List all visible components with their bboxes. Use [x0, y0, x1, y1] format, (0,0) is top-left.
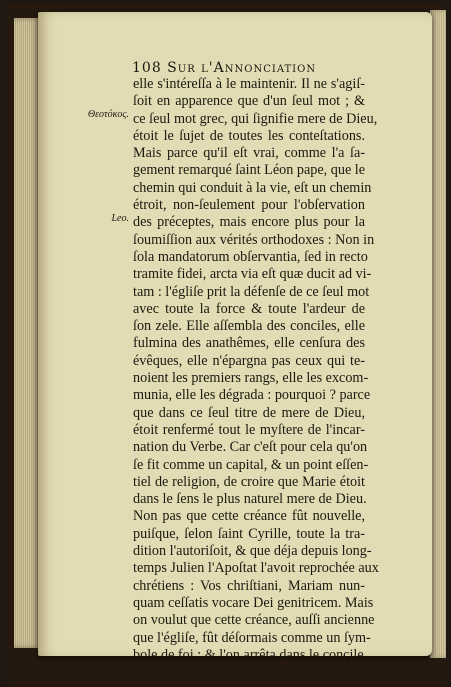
text-line: étoit renfermé tout le myſtere de l'incar-: [133, 421, 365, 438]
text-line: fulmina des anathêmes, elle cenſura des: [133, 335, 365, 352]
text-line: Mais parce qu'il eſt vrai, comme l'a ſa-: [133, 145, 365, 162]
text-line: ſe fit comme un capital, & un point eſſen-: [133, 456, 369, 473]
text-line: que dans ce ſeul titre de mere de Dieu,: [133, 404, 365, 421]
text-line: chrétiens : Vos chriſtiani, Mariam nun-: [133, 577, 365, 594]
text-line: tam : l'égliſe prit la défenſe de ce ſeul mot: [133, 283, 370, 300]
page-edges-right: [430, 10, 446, 658]
text-line: ſoumiſſion aux vérités orthodoxes : Non in: [133, 231, 375, 248]
text-line: étoit le ſujet de toutes les conteſtations.: [133, 127, 365, 144]
text-line: on voulut que cette créance, auſſi ancienne: [133, 612, 375, 629]
text-line: avec toute la force & toute l'ardeur de: [133, 300, 365, 317]
text-line: tramite fidei, arcta via eſt quæ ducit ad vi-: [133, 266, 372, 283]
page-edges-left: [14, 18, 40, 648]
text-line: noient les premiers rangs, elle les excom-: [133, 370, 369, 387]
text-line: ſola mandatorum obſervantia, ſed in recto: [133, 248, 368, 265]
text-line: que l'égliſe, fût déſormais comme un ſym-: [133, 629, 371, 646]
text-line: gement remarqué ſaint Léon pape, que le: [133, 162, 366, 179]
margin-note-leo: Leo.: [111, 213, 129, 224]
text-line: puiſque, ſelon ſaint Cyrille, toute la tra-: [133, 525, 365, 542]
text-line: temps Julien l'Apoſtat l'avoit reprochée aux: [133, 560, 379, 577]
text-line: Non pas que cette créance fût nouvelle,: [133, 508, 365, 525]
text-line: ſon zele. Elle aſſembla des conciles, elle: [133, 318, 365, 335]
text-line: des préceptes, mais encore plus pour la: [133, 214, 365, 231]
text-line: étroit, non-ſeulement pour l'obſervation: [133, 197, 365, 214]
running-head: 108 Sur l'Annonciation: [132, 60, 317, 76]
text-line: dans le ſens le plus naturel mere de Dieu.: [133, 491, 367, 508]
text-line: ſoit en apparence que d'un ſeul mot ; &: [133, 93, 365, 110]
page-body-text: [133, 76, 379, 664]
margin-note-theotokos: Θεοτόκος.: [87, 109, 129, 120]
text-line: bole de foi ; & l'on arrêta dans le concile: [133, 646, 364, 663]
text-line: dition l'autoriſoit, & que déja depuis long-: [133, 543, 372, 560]
text-line: tiel de religion, de croire que Marie étoit: [133, 473, 365, 490]
text-line: ce ſeul mot grec, qui ſignifie mere de Dieu,: [133, 110, 378, 127]
text-line: chemin qui conduit à la vie, eſt un chemin: [133, 179, 372, 196]
text-line: évêques, elle n'épargna pas ceux qui te-: [133, 352, 365, 369]
text-line: quam ceſſatis vocare Dei genitricem. Mais: [133, 594, 374, 611]
text-line: munia, elle les dégrada : pourquoi ? parce: [133, 387, 371, 404]
text-line: elle s'intéreſſa à le maintenir. Il ne s'agiſ-: [133, 76, 365, 92]
text-line: nation du Verbe. Car c'eſt pour cela qu'on: [133, 439, 368, 456]
